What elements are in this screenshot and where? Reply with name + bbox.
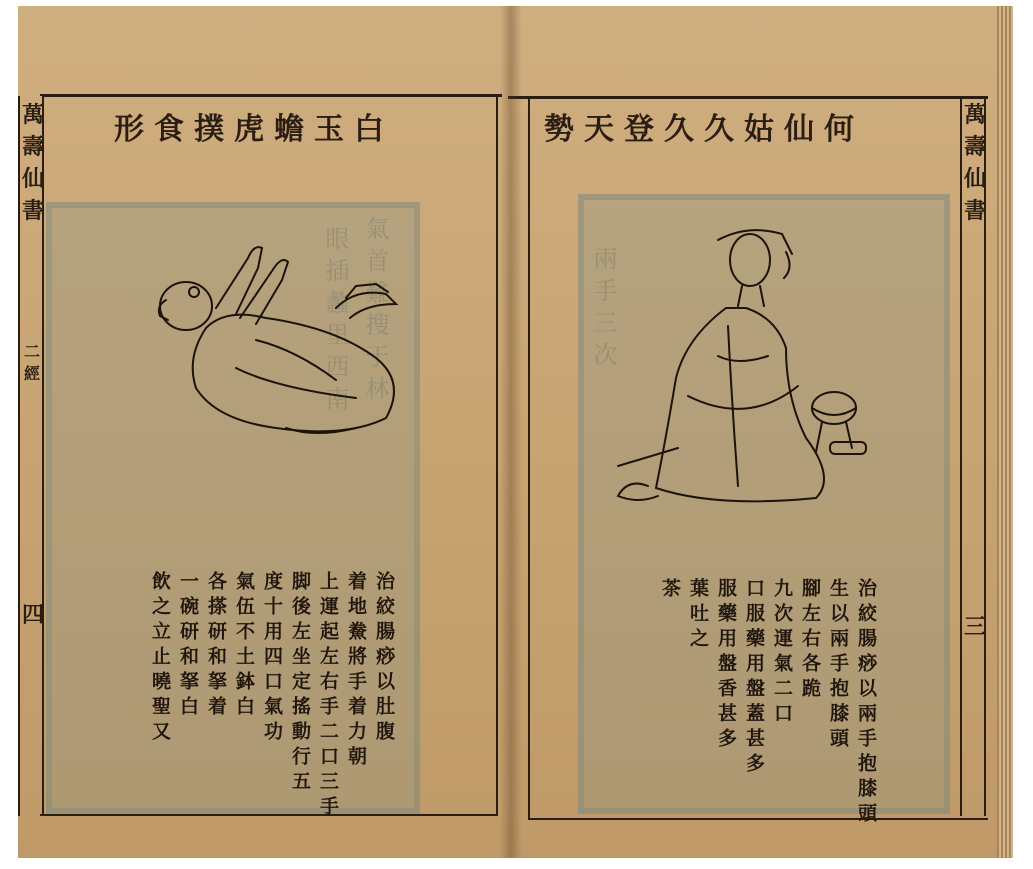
open-book bbox=[18, 6, 1013, 858]
verse-column: 茶 bbox=[659, 578, 681, 603]
margin-char: 三 bbox=[964, 614, 987, 640]
page-edges bbox=[997, 6, 1013, 858]
bleed-through-text: 眼插蠡里西南 bbox=[321, 226, 349, 418]
verse-text bbox=[658, 578, 876, 828]
crouching-figure-illustration bbox=[136, 228, 436, 458]
verse-column: 腳左右各跪 bbox=[799, 578, 821, 703]
bleed-through-text: 兩手三次 bbox=[589, 246, 617, 374]
verse-column: 葉吐之 bbox=[687, 578, 709, 653]
verse-column: 九次運氣二口 bbox=[771, 578, 793, 728]
margin-char: 書 bbox=[964, 198, 987, 224]
verse-column: 治絞腸痧以肚腹 bbox=[373, 571, 395, 746]
page-title: 何仙姑久久登天勢 bbox=[544, 112, 864, 147]
right-margin-band bbox=[960, 96, 986, 816]
verse-column: 各搽研和拏着 bbox=[205, 571, 227, 721]
margin-char: 萬 bbox=[964, 102, 987, 128]
margin-char: 仙 bbox=[964, 166, 987, 192]
verse-column: 氣伍不土鉢白 bbox=[233, 571, 255, 721]
verse-text bbox=[148, 571, 394, 821]
verse-column: 上運起左右手二口三手 bbox=[317, 571, 339, 821]
margin-char: 經 bbox=[23, 364, 40, 383]
margin-char: 書 bbox=[22, 198, 45, 224]
page-title: 白玉蟾虎撲食形 bbox=[114, 112, 394, 147]
verse-column: 脚後左坐定搖動行五 bbox=[289, 571, 311, 796]
verse-column: 生以兩手抱膝頭 bbox=[827, 578, 849, 753]
verse-column: 口服藥用盤蓋甚多 bbox=[743, 578, 765, 778]
margin-char: 壽 bbox=[964, 134, 987, 160]
verse-column: 治絞腸痧以兩手抱膝頭 bbox=[855, 578, 877, 828]
book-gutter bbox=[500, 6, 522, 858]
verse-column: 飲之立止曉聖又 bbox=[149, 571, 171, 746]
verse-column: 度十用四口氣功 bbox=[261, 571, 283, 746]
bleed-through-text: 氣首難搜于林 bbox=[361, 216, 389, 408]
margin-char: 二 bbox=[23, 342, 40, 361]
right-page bbox=[508, 6, 1013, 858]
margin-char: 仙 bbox=[22, 166, 45, 192]
margin-char: 壽 bbox=[22, 134, 45, 160]
margin-char: 四 bbox=[22, 602, 45, 628]
verse-column: 着地鮝將手着力朝 bbox=[345, 571, 367, 771]
margin-char: 萬 bbox=[22, 102, 45, 128]
seated-figure-illustration bbox=[608, 216, 878, 526]
verse-column: 一碗研和拏白 bbox=[177, 571, 199, 721]
verse-column: 服藥用盤香甚多 bbox=[715, 578, 737, 753]
left-page bbox=[18, 6, 508, 858]
